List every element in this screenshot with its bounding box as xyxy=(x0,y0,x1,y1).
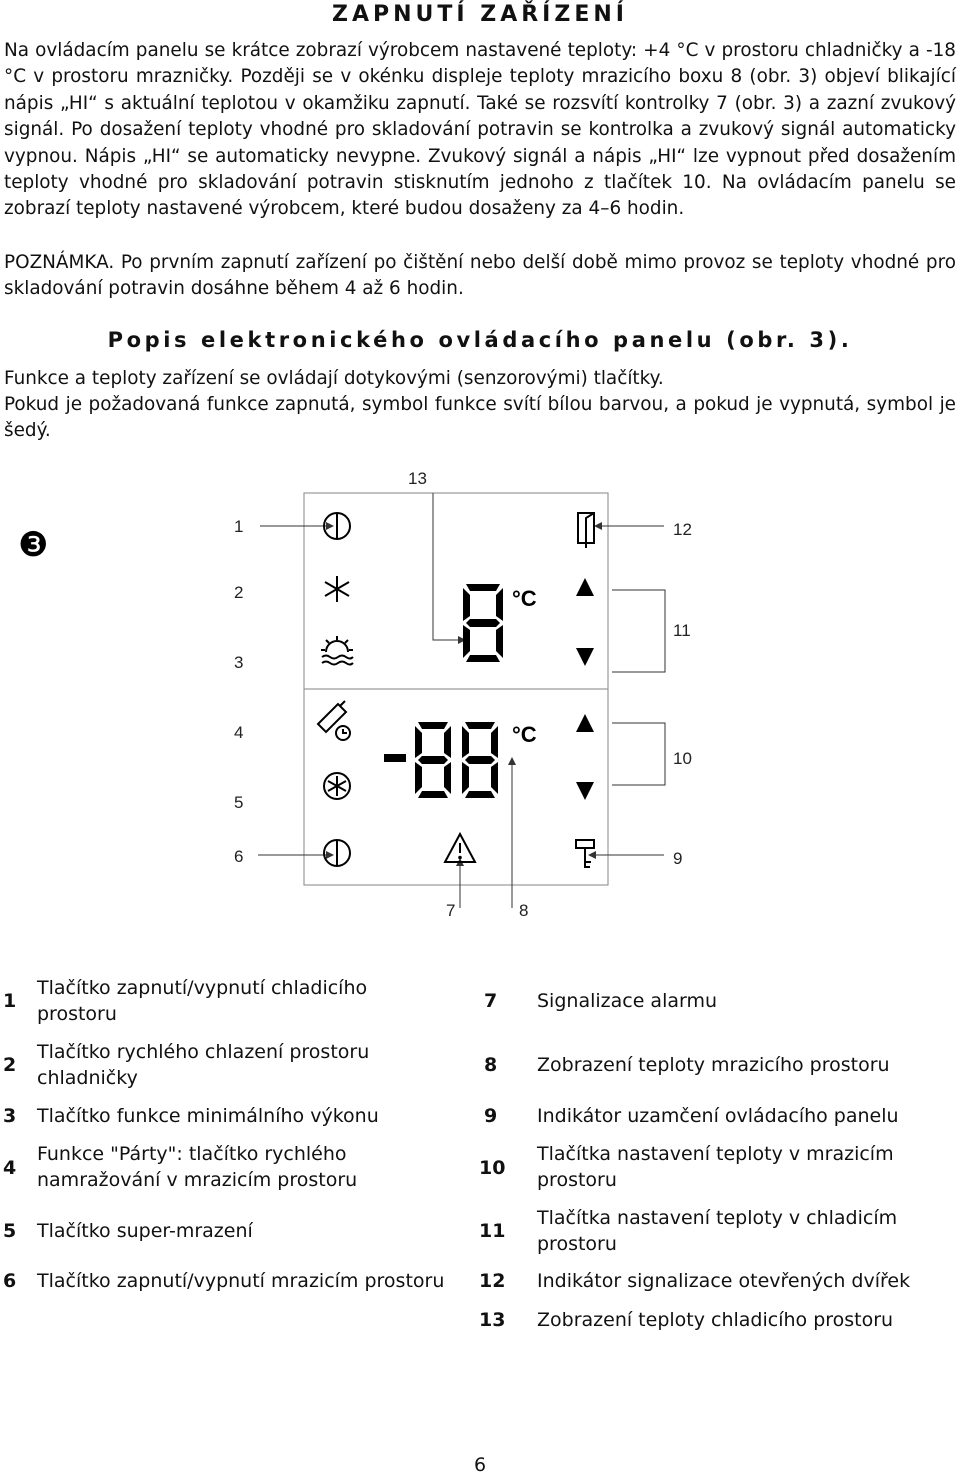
legend-text-6: Tlačítko zapnutí/vypnutí mrazicím prostoru xyxy=(37,1270,445,1292)
callout-9: 9 xyxy=(673,849,683,868)
legend-num-11: 11 xyxy=(479,1220,506,1242)
page-number: 6 xyxy=(473,1454,487,1476)
callout-1: 1 xyxy=(234,517,244,536)
callout-3: 3 xyxy=(234,653,244,672)
legend-num-6: 6 xyxy=(3,1270,17,1292)
legend-num-8: 8 xyxy=(484,1054,498,1076)
door-open-icon xyxy=(578,513,594,548)
legend-num-10: 10 xyxy=(479,1157,506,1179)
fridge-temp-up-arrow-icon[interactable] xyxy=(576,578,594,596)
callout-6: 6 xyxy=(234,847,244,866)
alarm-warning-icon xyxy=(445,834,475,862)
legend-num-4: 4 xyxy=(3,1157,17,1179)
callout-7: 7 xyxy=(446,901,456,920)
panel-intro-line: Funkce a teploty zařízení se ovládají dotykovými (senzorovými) tlačítky. xyxy=(4,368,664,389)
legend-text-12: Indikátor signalizace otevřených dvířek xyxy=(537,1270,911,1292)
fridge-unit-label: °C xyxy=(512,586,537,611)
freezer-temperature-display xyxy=(384,722,498,798)
leader-10-bracket xyxy=(612,723,665,785)
section-title-power-on: ZAPNUTÍ ZAŘÍZENÍ xyxy=(332,2,628,27)
legend-text-10: Tlačítka nastavení teploty v mrazicím prostoru xyxy=(537,1143,894,1191)
legend-text-3: Tlačítko funkce minimálního výkonu xyxy=(37,1105,379,1127)
legend-text-11: Tlačítka nastavení teploty v chladicím prostoru xyxy=(537,1207,898,1255)
callout-4: 4 xyxy=(234,723,244,742)
leader-11-bracket xyxy=(612,590,665,672)
panel-symbol-line: Pokud je požadovaná funkce zapnutá, symbol funkce svítí bílou barvou, a pokud je vypnutá, symbol je šedý. xyxy=(4,394,956,442)
legend-text-9: Indikátor uzamčení ovládacího panelu xyxy=(537,1105,899,1127)
legend-text-4: Funkce "Párty": tlačítko rychlého namražování v mrazicím prostoru xyxy=(37,1143,358,1191)
legend-text-13: Zobrazení teploty chladicího prostoru xyxy=(537,1309,894,1331)
eco-sun-icon[interactable] xyxy=(321,636,353,665)
legend-num-7: 7 xyxy=(484,990,498,1012)
callout-12: 12 xyxy=(673,520,692,539)
legend-num-13: 13 xyxy=(479,1309,506,1331)
legend-num-2: 2 xyxy=(3,1054,17,1076)
callout-13: 13 xyxy=(408,469,427,488)
legend-num-9: 9 xyxy=(484,1105,498,1127)
legend-num-3: 3 xyxy=(3,1105,17,1127)
legend-text-8: Zobrazení teploty mrazicího prostoru xyxy=(537,1054,890,1076)
figure-marker: ❸ xyxy=(18,525,49,565)
snowflake-icon[interactable] xyxy=(325,576,349,602)
legend-num-5: 5 xyxy=(3,1220,17,1242)
freezer-unit-label: °C xyxy=(512,722,537,747)
fridge-temp-down-arrow-icon[interactable] xyxy=(576,648,594,666)
legend-text-2: Tlačítko rychlého chlazení prostoru chladničky xyxy=(37,1041,370,1089)
section-title-panel: Popis elektronického ovládacího panelu (obr. 3). xyxy=(107,328,853,352)
legend-num-12: 12 xyxy=(479,1270,506,1292)
legend-text-7: Signalizace alarmu xyxy=(537,990,718,1012)
fridge-temperature-display xyxy=(463,584,503,662)
legend-text-1: Tlačítko zapnutí/vypnutí chladicího prostoru xyxy=(37,977,368,1025)
legend-num-1: 1 xyxy=(3,990,17,1012)
legend-text-5: Tlačítko super-mrazení xyxy=(37,1220,253,1242)
callout-2: 2 xyxy=(234,583,244,602)
callout-8: 8 xyxy=(519,901,529,920)
power-on-paragraph: Na ovládacím panelu se krátce zobrazí výrobcem nastavené teploty: +4 °C v prostoru chladničky a -18 °C v prostoru mrazničky. Později se v okénku displeje teploty mrazicího boxu 8 (obr. 3) objeví blikající nápis „HI“ s aktuální teplotou v okamžiku zapnutí. Také se rozsvítí kontrolky 7 (obr. 3) a zazní zvukový signál. Po dosažení teploty vhodné pro skladování potravin se kontrolka a zvukový signál automaticky vypnou. Nápis „HI“ se automaticky nevypne. Zvukový signál a nápis „HI“ lze vypnout před dosažením teploty vhodné pro skladování potravin stisknutím jednoho z tlačítek 10. Na ovládacím panelu se zobrazí teploty nastavené výrobcem, které budou dosaženy za 4–6 hodin. xyxy=(4,40,956,220)
freezer-temp-down-arrow-icon[interactable] xyxy=(576,782,594,800)
party-bottle-clock-icon[interactable] xyxy=(318,701,350,740)
super-freeze-icon[interactable] xyxy=(324,773,350,799)
control-panel-diagram xyxy=(0,455,960,930)
callout-10: 10 xyxy=(673,749,692,768)
callout-11: 11 xyxy=(673,621,691,640)
leader-13 xyxy=(433,493,458,640)
callout-5: 5 xyxy=(234,793,244,812)
freezer-temp-up-arrow-icon[interactable] xyxy=(576,714,594,732)
note-paragraph: POZNÁMKA. Po prvním zapnutí zařízení po čištění nebo delší době mimo provoz se teploty vhodné pro skladování potravin dosáhne během 4 až 6 hodin. xyxy=(4,252,956,300)
